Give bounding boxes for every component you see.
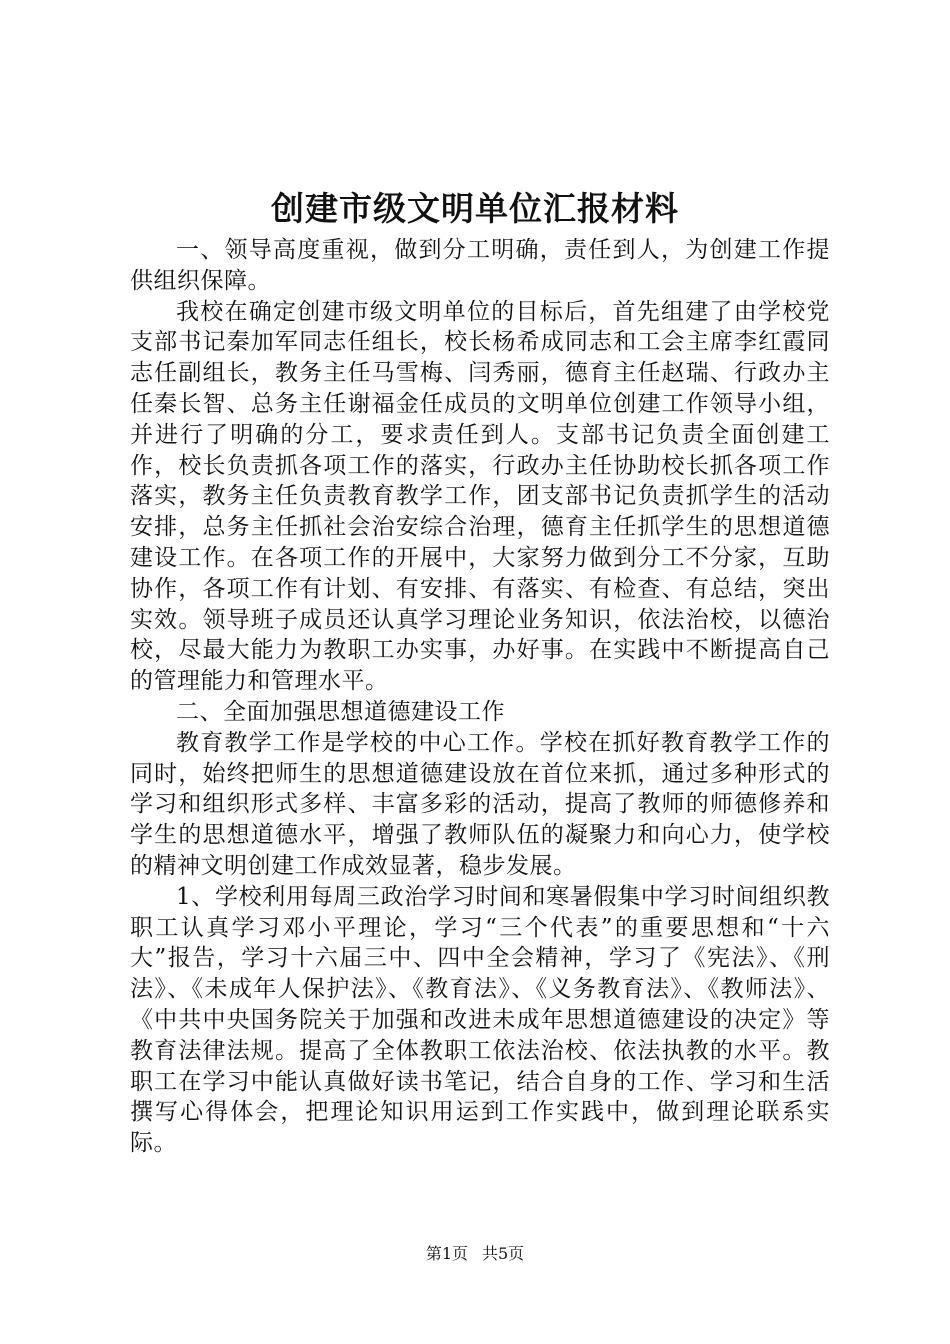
page-number: 第1页 (425, 1244, 468, 1263)
section-heading-1: 一、领导高度重视，做到分工明确，责任到人，为创建工作提供组织保障。 (130, 237, 830, 294)
document-title: 创建市级文明单位汇报材料 (271, 189, 679, 228)
body-paragraph-2: 教育教学工作是学校的中心工作。学校在抓好教育教学工作的同时，始终把师生的思想道德建设放在首位来抓，通过多种形式的学习和组织形式多样、丰富多彩的活动，提高了教师的师德修养和学生的思想道德水平，增强了教师队伍的凝聚力和向心力，使学校的精神文明创建工作成效显著，稳步发展。 (130, 729, 830, 879)
page-footer (0, 1243, 950, 1265)
section-heading-2: 二、全面加强思想道德建设工作 (176, 698, 505, 725)
body-paragraph-3: 1、学校利用每周三政治学习时间和寒暑假集中学习时间组织教职工认真学习邓小平理论，学习“三个代表”的重要思想和“十六大”报告，学习十六届三中、四中全会精神，学习了《宪法》、《刑法》、《未成年人保护法》、《教育法》、《义务教育法》、《教师法》、《中共中央国务院关于加强和改进未成年思想道德建设的决定》等教育法律法规。提高了全体教职工依法治校、依法执教的水平。教职工在学习中能认真做好读书笔记，结合自身的工作、学习和生活撰写心得体会，把理论知识用运到工作实践中，做到理论联系实际。 (130, 883, 830, 1157)
document-body (130, 235, 830, 1159)
body-paragraph-1: 我校在确定创建市级文明单位的目标后，首先组建了由学校党支部书记秦加军同志任组长，校长杨希成同志和工会主席李红霞同志任副组长，教务主任马雪梅、闫秀丽，德育主任赵瑞、行政办主任秦长智、总务主任谢福金任成员的文明单位创建工作领导小组，并进行了明确的分工，要求责任到人。支部书记负责全面创建工作，校长负责抓各项工作的落实，行政办主任协助校长抓各项工作落实，教务主任负责教育教学工作，团支部书记负责抓学生的活动安排，总务主任抓社会治安综合治理，德育主任抓学生的思想道德建设工作。在各项工作的开展中，大家努力做到分工不分家，互助协作，各项工作有计划、有安排、有落实、有检查、有总结，突出实效。领导班子成员还认真学习理论业务知识，依法治校，以德治校，尽最大能力为教职工办实事，办好事。在实践中不断提高自己的管理能力和管理水平。 (130, 298, 830, 695)
page-total: 共5页 (482, 1244, 525, 1263)
